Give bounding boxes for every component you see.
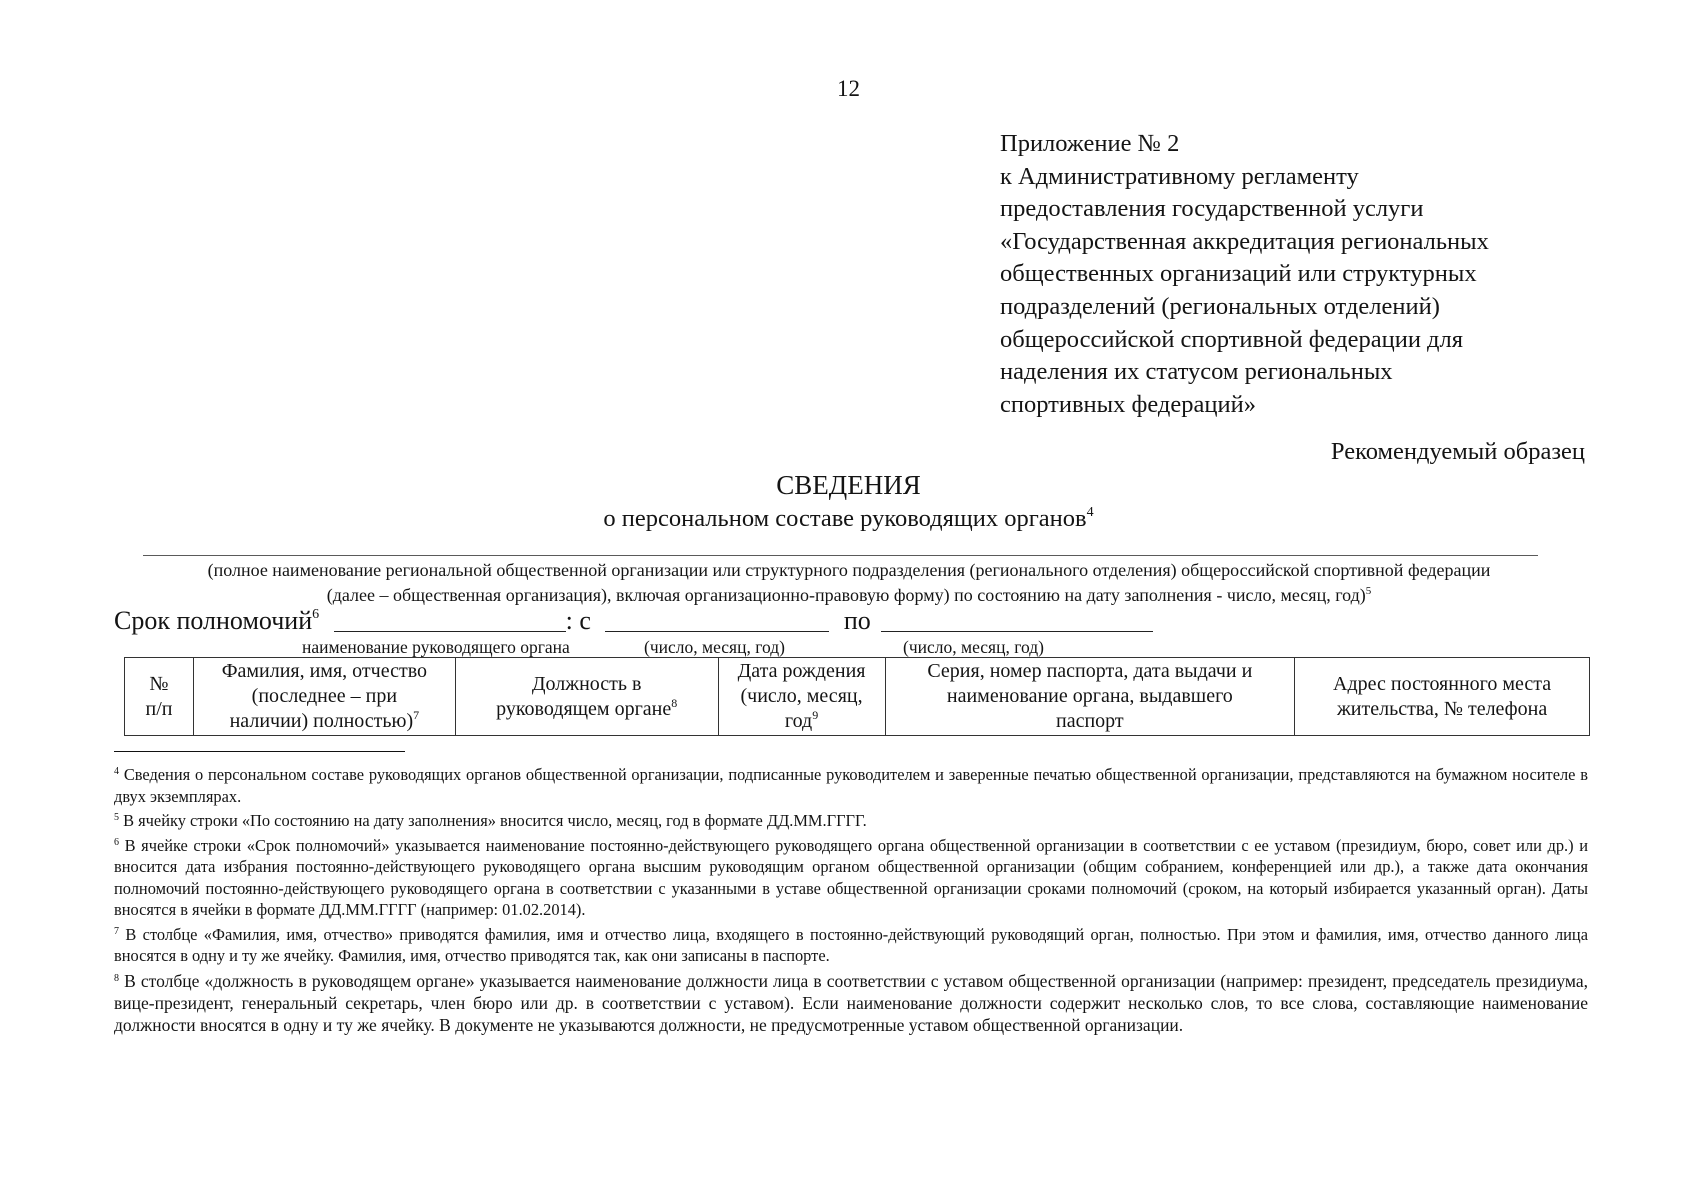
appendix-line: «Государственная аккредитация региональных <box>1000 227 1489 255</box>
hint-line: (полное наименование региональной общественной организации или структурного подразделения (регионального отделения) общероссийской спортивной федерации <box>207 560 1491 580</box>
column-header-passport <box>885 658 1295 736</box>
footnote-text: В столбце «Фамилия, имя, отчество» приводятся фамилия, имя и отчество лица, входящего в постоянно-действующий руководящий орган, полностью. При этом и фамилия, имя, отчество данного лица вносятся в одну и ту же ячейку. Фамилия, имя, отчество приводятся так, как они записаны в паспорте. <box>114 924 1588 965</box>
appendix-line: общероссийской спортивной федерации для <box>1000 325 1464 353</box>
footnote-text: В ячейку строки «По состоянию на дату заполнения» вносится число, месяц, год в формате ДД.ММ.ГГГГ. <box>123 811 867 830</box>
appendix-heading <box>1000 128 1640 421</box>
document-title: СВЕДЕНИЯ <box>776 470 921 500</box>
organization-name-fill-line[interactable] <box>143 555 1538 556</box>
footnote-ref: 9 <box>812 708 819 722</box>
footnote-number: 8 <box>114 972 119 984</box>
column-header-text: Фамилия, имя, отчество (последнее – при наличии) полностью) <box>221 660 427 732</box>
footnote-item <box>114 764 1588 807</box>
footnote-text: Сведения о персональном составе руководящих органов общественной организации, подписанные руководителем и заверенные печатью общественной организации, представляются на бумажном носителе в двух экземплярах. <box>114 765 1588 806</box>
column-header-number <box>125 658 194 736</box>
column-header-text: Дата рождения (число, месяц, год <box>737 660 866 732</box>
term-to-label: по <box>843 606 871 635</box>
document-subtitle <box>0 505 1697 533</box>
footnote-number: 5 <box>114 812 119 823</box>
column-header-full-name <box>193 658 455 736</box>
term-label: Срок полномочий <box>114 606 313 635</box>
footnote-item <box>114 924 1588 967</box>
footnote-ref: 5 <box>1365 584 1372 597</box>
term-from-label: : с <box>565 606 591 635</box>
footnote-number: 7 <box>114 925 119 937</box>
column-header-address <box>1295 658 1590 736</box>
recommended-sample-label: Рекомендуемый образец <box>1330 438 1585 465</box>
subtitle-text: о персональном составе руководящих органов <box>603 505 1087 532</box>
column-header-birth-date <box>718 658 885 736</box>
footnote-ref: 7 <box>413 708 420 722</box>
footnote-ref: 8 <box>671 695 678 710</box>
organization-name-hint <box>118 558 1580 607</box>
appendix-line: общественных организаций или структурных <box>1000 260 1477 288</box>
date-to-blank[interactable] <box>881 608 1153 632</box>
footnotes <box>114 764 1588 1039</box>
footnote-item <box>114 810 1588 832</box>
personnel-table <box>124 657 1590 736</box>
footnote-item <box>114 835 1588 921</box>
appendix-line: подразделений (региональных отделений) <box>1000 292 1440 320</box>
hint-line <box>118 583 1580 608</box>
hint-line-text: (далее – общественная организация), включая организационно-правовую форму) по состоянию на дату заполнения - число, месяц, год) <box>326 584 1366 605</box>
page-number: 12 <box>837 76 860 101</box>
footnote-ref: 6 <box>312 607 320 622</box>
appendix-line: спортивных федераций» <box>1000 390 1256 418</box>
appendix-line: к Административному регламенту <box>1000 162 1359 190</box>
column-header-position <box>455 658 718 736</box>
appendix-line: Приложение № 2 <box>1000 130 1180 157</box>
appendix-line: предоставления государственной услуги <box>1000 195 1424 223</box>
column-header-text: № п/п <box>145 672 173 720</box>
footnote-number: 4 <box>114 766 119 777</box>
date-from-blank[interactable] <box>605 608 829 632</box>
footnote-text: В ячейке строки «Срок полномочий» указывается наименование постоянно-действующего руководящего органа общественной организации в соответствии с ее уставом (президиум, бюро, совет или др.) и вносится дата избрания постоянно-действующего руководящего органа высшим руководящим органом общественной организации (общим собранием, конференцией или др.), а также дата окончания полномочий постоянно-действующего руководящего органа в соответствии с указанными в уставе общественной организации сроками полномочий (сроком, на который избирается указанный орган). Даты вносятся в ячейки в формате ДД.ММ.ГГГГ (например: 01.02.2014). <box>114 835 1588 919</box>
footnote-text: В столбце «должность в руководящем органе» указывается наименование должности лица в соответствии с уставом общественной организации (например: президент, председатель президиума, вице-президент, генеральный секретарь, член бюро или др. в соответствии с уставом). Если наименование должности содержит несколько слов, то все слова, составляющие наименование должности вносятся в одну и ту же ячейку. В документе не указываются должности, не предусмотренные уставом общественной организации. <box>114 970 1588 1035</box>
date-from-hint: (число, месяц, год) <box>644 637 785 657</box>
column-header-text: Серия, номер паспорта, дата выдачи и наименование органа, выдавшего паспорт <box>927 660 1253 732</box>
term-of-office-row <box>114 606 1153 636</box>
appendix-line: наделения их статусом региональных <box>1000 358 1393 386</box>
footnote-ref: 4 <box>1086 505 1094 520</box>
column-header-text: Адрес постоянного места жительства, № телефона <box>1333 672 1552 720</box>
governing-body-blank[interactable] <box>334 608 566 632</box>
table-header-row <box>125 658 1590 736</box>
footnote-separator <box>114 751 405 752</box>
footnote-number: 6 <box>114 836 119 848</box>
date-to-hint: (число, месяц, год) <box>903 637 1044 657</box>
governing-body-hint: наименование руководящего органа <box>302 637 570 657</box>
column-header-text: Должность в руководящем органе <box>496 672 672 720</box>
footnote-item <box>114 970 1588 1036</box>
